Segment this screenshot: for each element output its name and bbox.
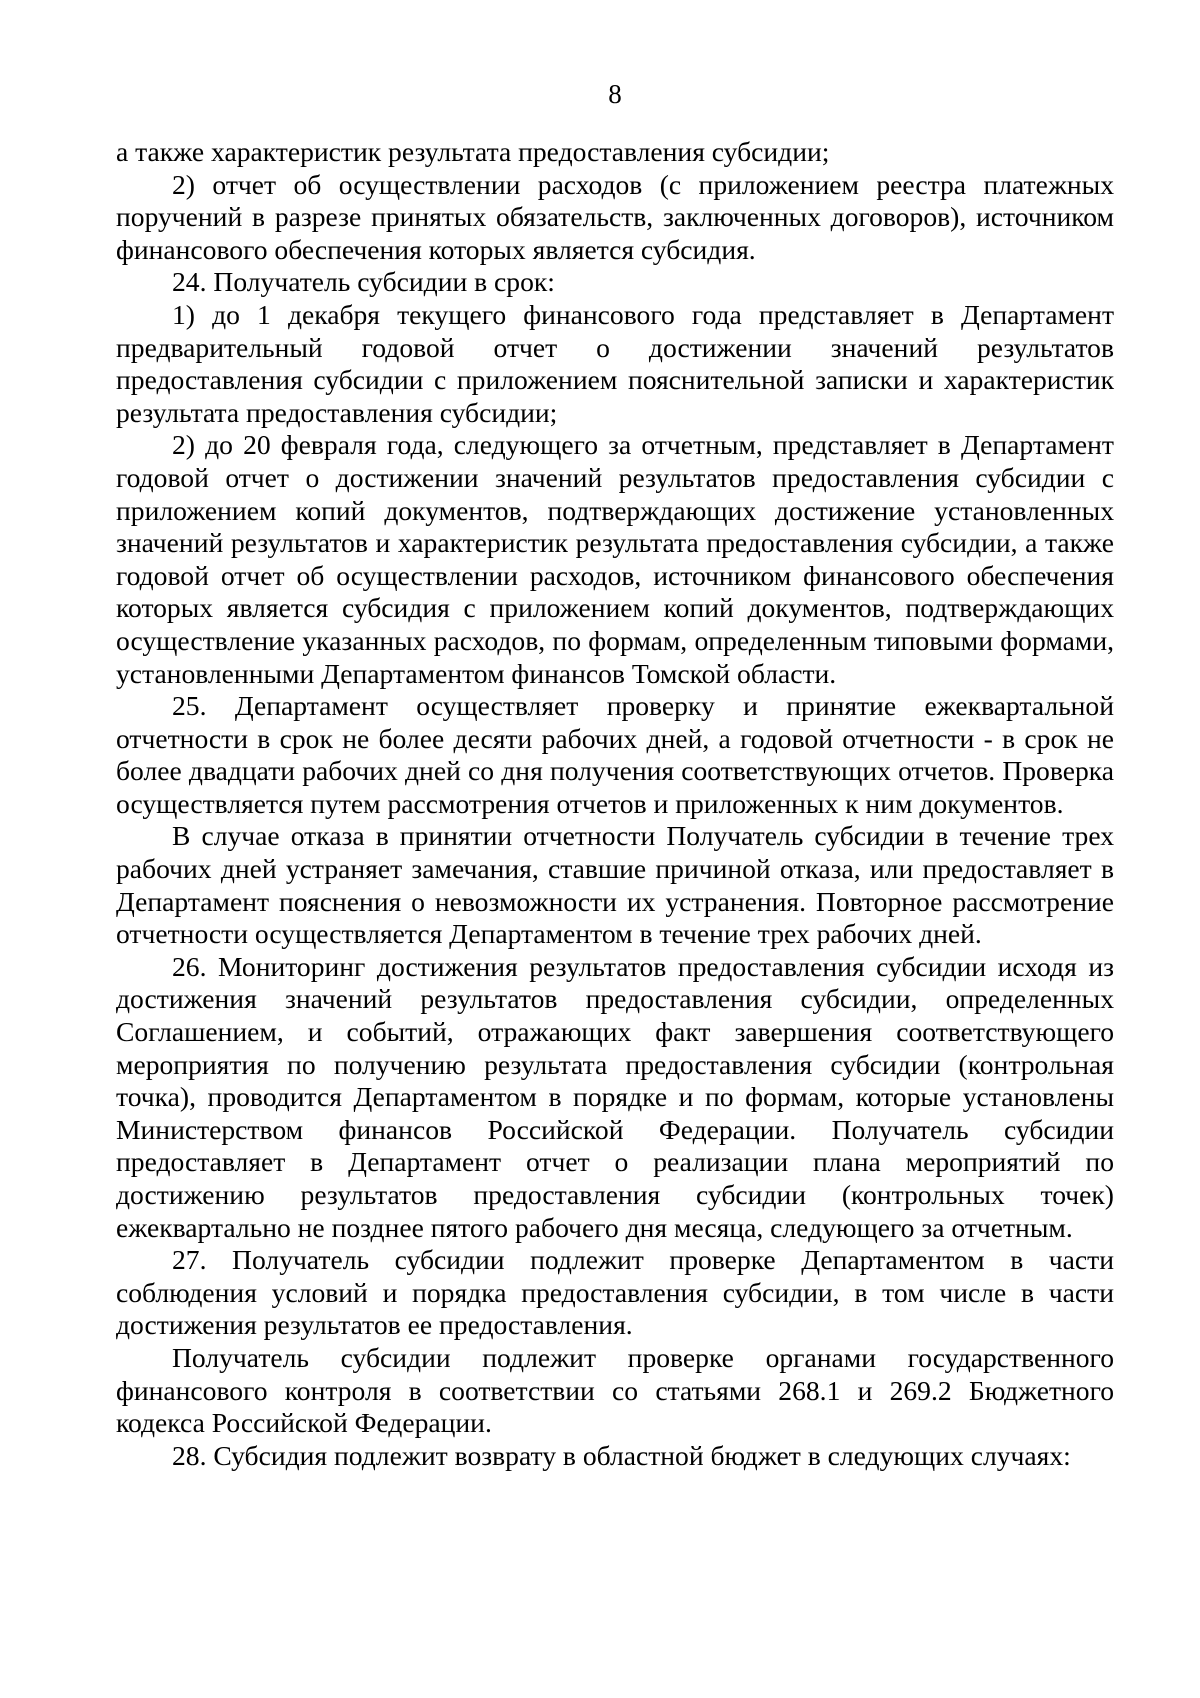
paragraph-item-2-expense-report: 2) отчет об осуществлении расходов (с приложением реестра платежных поручений в разрезе принятых обязательств, заключенных договоров), источником финансового обеспечения которых является субсидия. [116,168,1114,265]
document-body [116,136,1114,1472]
paragraph-28: 28. Субсидия подлежит возврату в областной бюджет в следующих случаях: [172,1439,1071,1471]
paragraph-26: 26. Мониторинг достижения результатов предоставления субсидии исходя из достижения значений результатов предоставления субсидии, определенных Соглашением, и событий, отражающих факт завершения соответствующего мероприятия по получению результата предоставления субсидии (контрольная точка), проводится Департаментом в порядке и по формам, которые установлены Министерством финансов Российской Федерации. Получатель субсидии предоставляет в Департамент отчет о реализации плана мероприятий по достижению результатов предоставления субсидии (контрольных точек) ежеквартально не позднее пятого рабочего дня месяца, следующего за отчетным. [116,950,1114,1243]
paragraph-25: 25. Департамент осуществляет проверку и принятие ежеквартальной отчетности в срок не более десяти рабочих дней, а годовой отчетности - в срок не более двадцати рабочих дней со дня получения соответствующих отчетов. Проверка осуществляется путем рассмотрения отчетов и приложенных к ним документов. [116,690,1114,819]
paragraph-24-item-2: 2) до 20 февраля года, следующего за отчетным, представляет в Департамент годовой отчет о достижении значений результатов предоставления субсидии с приложением копий документов, подтверждающих достижение установленных значений результатов и характеристик результата предоставления субсидии, а также годовой отчет об осуществлении расходов, источником финансового обеспечения которых является субсидия с приложением копий документов, подтверждающих осуществление указанных расходов, по формам, определенным типовыми формами, установленными Департаментом финансов Томской области. [116,429,1114,689]
paragraph-24-item-1: 1) до 1 декабря текущего финансового года представляет в Департамент предварительный годовой отчет о достижении значений результатов предоставления субсидии с приложением пояснительной записки и характеристик результата предоставления субсидии; [116,298,1114,428]
paragraph-continuation: а также характеристик результата предоставления субсидии; [116,136,830,167]
paragraph-25-refusal: В случае отказа в принятии отчетности Получатель субсидии в течение трех рабочих дней устраняет замечания, ставшие причиной отказа, или предоставляет в Департамент пояснения о невозможности их устранения. Повторное рассмотрение отчетности осуществляется Департаментом в течение трех рабочих дней. [116,820,1114,950]
paragraph-27: 27. Получатель субсидии подлежит проверке Департаментом в части соблюдения условий и порядка предоставления субсидии, в том числе в части достижения результатов ее предоставления. [116,1244,1114,1341]
page-number: 8 [608,79,622,109]
paragraph-27-state-control: Получатель субсидии подлежит проверке органами государственного финансового контроля в соответствии со статьями 268.1 и 269.2 Бюджетного кодекса Российской Федерации. [116,1341,1114,1439]
paragraph-24-heading: 24. Получатель субсидии в срок: [172,266,555,298]
